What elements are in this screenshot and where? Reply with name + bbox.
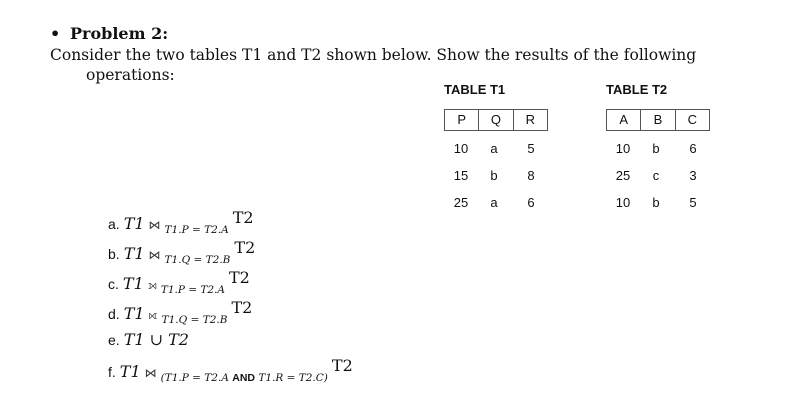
problem-title: Problem 2: [70, 24, 169, 43]
operation-f [108, 356, 353, 384]
bullet: • [50, 24, 61, 43]
operation-d [108, 298, 253, 326]
join-condition: T1.Q = T2.B [164, 254, 231, 266]
condition-part: (T1.P = T2.A [160, 372, 233, 384]
operation-letter: f. [108, 364, 116, 380]
problem-heading [50, 24, 168, 43]
right-outer-join-symbol: ⟖ [148, 308, 158, 322]
left-table: T1 [123, 304, 145, 323]
operation-e [108, 330, 189, 350]
table-cell: a [490, 141, 498, 156]
table-cell: 10 [615, 195, 631, 210]
operation-letter: c. [108, 276, 119, 292]
column-header: Q [479, 110, 513, 130]
table-cell: b [652, 195, 660, 210]
right-table: T2 [232, 208, 254, 227]
table-t2-header [606, 109, 710, 131]
right-table: T2 [231, 298, 253, 317]
column-header: A [607, 110, 641, 130]
right-table: T2 [234, 238, 256, 257]
condition-and: AND [232, 372, 255, 384]
join-condition: T1.Q = T2.B [161, 314, 228, 326]
column-header: C [687, 112, 698, 127]
left-table: T1 [119, 362, 141, 381]
join-symbol: ⋈ [148, 218, 161, 232]
union-expression: T1 ∪ T2 [123, 330, 189, 349]
right-table: T2 [228, 268, 250, 287]
join-condition: T1.P = T2.A [160, 284, 225, 296]
join-symbol: ⋈ [144, 366, 157, 380]
join-condition [161, 372, 328, 384]
operation-letter: d. [108, 306, 120, 322]
table-cell: 5 [527, 141, 535, 156]
column-header: R [525, 112, 536, 127]
intro-line-1: Consider the two tables T1 and T2 shown below. Show the results of the following [50, 46, 697, 64]
left-table: T1 [123, 214, 145, 233]
operation-letter: b. [108, 246, 120, 262]
column-header: B [641, 110, 675, 130]
operation-c [108, 268, 250, 296]
table-cell: b [652, 141, 660, 156]
table-cell: c [652, 168, 660, 183]
intro-line-2: operations: [86, 66, 175, 84]
column-header: P [445, 110, 479, 130]
left-table: T1 [122, 274, 144, 293]
table-cell: 15 [453, 168, 469, 183]
operation-letter: e. [108, 332, 120, 348]
table-t1-title: TABLE T1 [444, 82, 506, 97]
left-outer-join-symbol: ⟕ [147, 278, 157, 292]
table-cell: 6 [689, 141, 697, 156]
table-cell: 5 [689, 195, 697, 210]
table-cell: 10 [615, 141, 631, 156]
join-symbol: ⋈ [148, 248, 161, 262]
operation-letter: a. [108, 216, 120, 232]
table-cell: 10 [453, 141, 469, 156]
table-cell: a [490, 195, 498, 210]
left-table: T1 [123, 244, 145, 263]
table-cell: 25 [615, 168, 631, 183]
join-condition: T1.P = T2.A [164, 224, 229, 236]
table-t2-title: TABLE T2 [606, 82, 668, 97]
table-t1-header [444, 109, 548, 131]
table-cell: 8 [527, 168, 535, 183]
right-table: T2 [331, 356, 353, 375]
operation-a [108, 208, 254, 236]
table-cell: 6 [527, 195, 535, 210]
table-cell: 25 [453, 195, 469, 210]
table-cell: 3 [689, 168, 697, 183]
operation-b [108, 238, 256, 266]
condition-part: T1.R = T2.C) [255, 372, 328, 384]
table-cell: b [490, 168, 498, 183]
